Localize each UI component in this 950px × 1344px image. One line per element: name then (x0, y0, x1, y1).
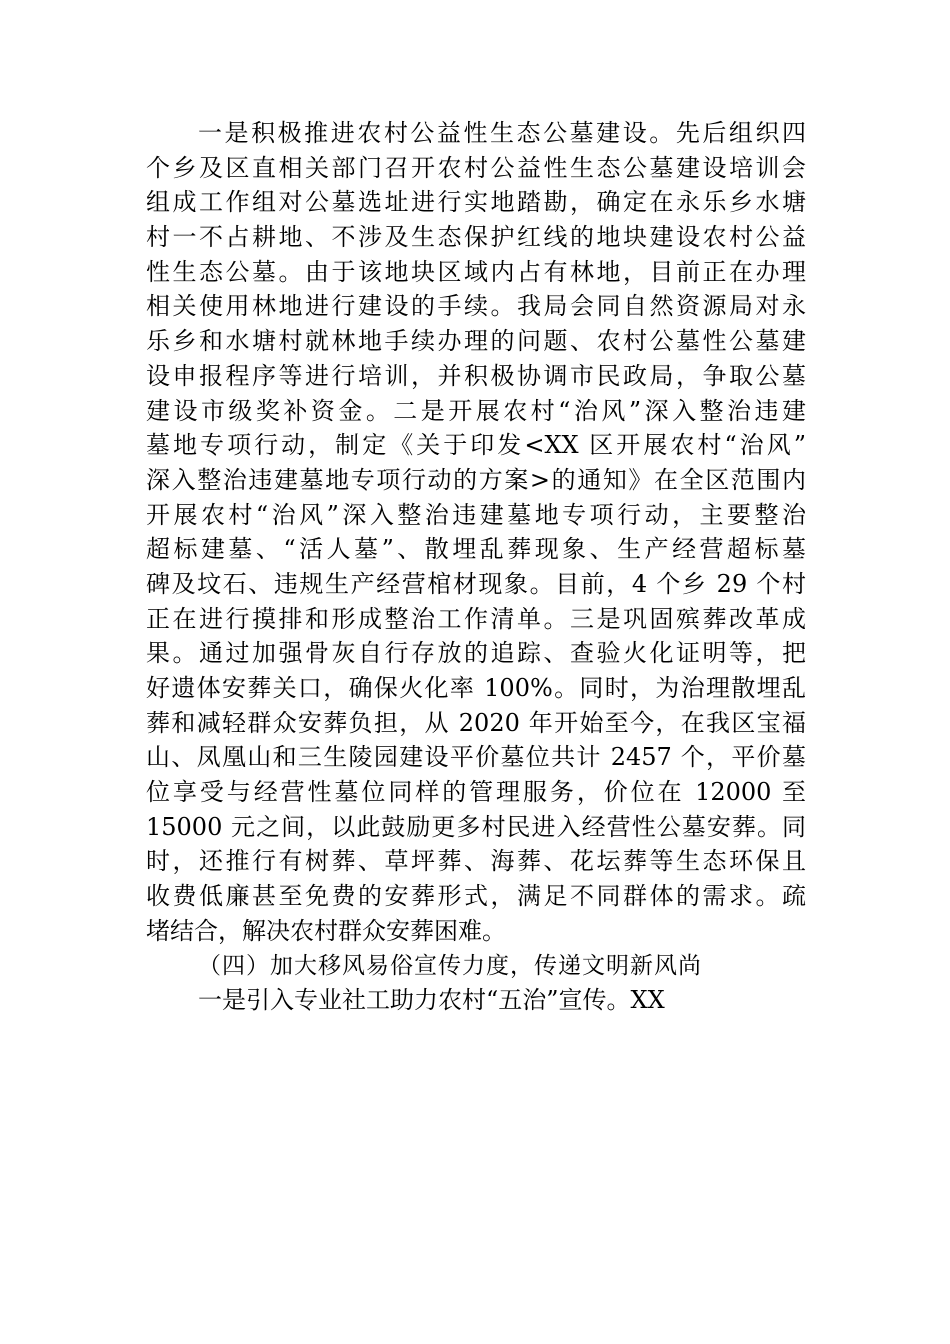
paragraph-line: 碑及坟石、违规生产经营棺材现象。目前，4 个乡 29 个村 (146, 569, 806, 598)
paragraph-line: 设申报程序等进行培训，并积极协调市民政局，争取公墓 (146, 361, 806, 390)
document-body (146, 116, 806, 1018)
paragraph-line: 乐乡和水塘村就林地手续办理的问题、农村公墓性公墓建 (146, 327, 806, 356)
paragraph-line: 收费低廉甚至免费的安葬形式，满足不同群体的需求。疏 (146, 882, 806, 911)
paragraph-line: 一是积极推进农村公益性生态公墓建设。先后组织四 (198, 119, 806, 147)
paragraph-line: 好遗体安葬关口，确保火化率 100%。同时，为治理散埋乱 (146, 674, 806, 702)
paragraph-line: 果。通过加强骨灰自行存放的追踪、查验火化证明等，把 (146, 639, 806, 668)
paragraph-line: 葬和减轻群众安葬负担，从 2020 年开始至今，在我区宝福 (146, 708, 806, 737)
paragraph-line: 个乡及区直相关部门召开农村公益性生态公墓建设培训会 (146, 153, 806, 182)
section-heading: （四）加大移风易俗宣传力度，传递文明新风尚 (198, 952, 702, 979)
paragraph-line: 深入整治违建墓地专项行动的方案>的通知》在全区范围内 (146, 465, 806, 494)
paragraph-line: 一是引入专业社工助力农村“五治”宣传。XX (198, 986, 665, 1015)
paragraph-line: 组成工作组对公墓选址进行实地踏勘，确定在永乐乡水塘 (146, 188, 806, 217)
paragraph-line: 山、凤凰山和三生陵园建设平价墓位共计 2457 个，平价墓 (146, 743, 806, 772)
paragraph-line: 15000 元之间，以此鼓励更多村民进入经营性公墓安葬。同 (146, 812, 806, 841)
paragraph-line: 相关使用林地进行建设的手续。我局会同自然资源局对永 (146, 292, 806, 321)
paragraph-line: 正在进行摸排和形成整治工作清单。三是巩固殡葬改革成 (146, 604, 806, 633)
paragraph-line: 开展农村“治风”深入整治违建墓地专项行动，主要整治 (146, 500, 806, 529)
paragraph-line: 位享受与经营性墓位同样的管理服务，价位在 12000 至 (146, 778, 806, 807)
paragraph-line: 建设市级奖补资金。二是开展农村“治风”深入整治违建 (146, 396, 806, 425)
paragraph-line: 墓地专项行动，制定《关于印发<XX 区开展农村“治风” (146, 431, 806, 460)
paragraph-line: 村一不占耕地、不涉及生态保护红线的地块建设农村公益 (146, 223, 806, 252)
paragraph-line: 堵结合，解决农村群众安葬困难。 (146, 916, 506, 945)
paragraph-line: 性生态公墓。由于该地块区域内占有林地，目前正在办理 (146, 257, 806, 286)
paragraph-line: 超标建墓、“活人墓”、散埋乱葬现象、生产经营超标墓 (146, 535, 806, 564)
paragraph-line: 时，还推行有树葬、草坪葬、海葬、花坛葬等生态环保且 (146, 847, 806, 876)
